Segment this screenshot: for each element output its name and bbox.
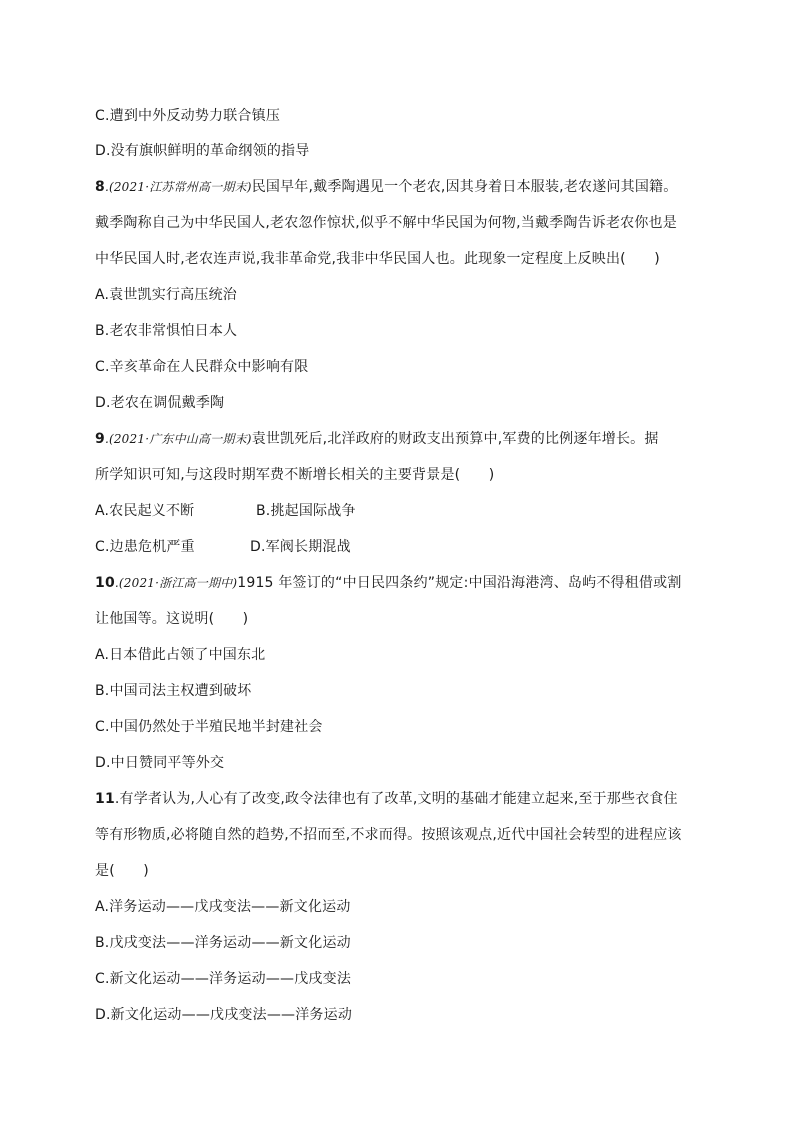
option-d-q9: D.军阀长期混战 (250, 539, 351, 555)
question-text: .有学者认为,人心有了改变,政令法律也有了改革,文明的基础才能建立起来,至于那些衣食住 (114, 791, 678, 807)
option-d-q10: D.中日赞同平等外交 (95, 755, 225, 771)
question-text: 1915 年签订的“中日民四条约”规定:中国沿海港湾、岛屿不得租借或割 (237, 575, 682, 591)
option-a-q10: A.日本借此占领了中国东北 (95, 647, 266, 663)
question-source: .(2021·江苏常州高一期末) (104, 180, 252, 194)
question-source: .(2021·广东中山高一期末) (104, 432, 252, 446)
question-10-stem-line1 (95, 573, 682, 593)
options-ab-q9 (95, 501, 356, 521)
option-c-q10: C.中国仍然处于半殖民地半封建社会 (95, 719, 323, 735)
option-a-q8: A.袁世凯实行高压统治 (95, 287, 237, 303)
question-11-stem-line3: 是( ) (95, 863, 149, 879)
question-8-stem-line2: 戴季陶称自己为中华民国人,老农忽作惊状,似乎不解中华民国为何物,当戴季陶告诉老农你也是 (95, 215, 677, 231)
question-11-stem-line2: 等有形物质,必将随自然的趋势,不招而至,不求而得。按照该观点,近代中国社会转型的进程应该 (95, 827, 682, 843)
question-number: 10 (95, 575, 115, 591)
option-a-q11: A.洋务运动——戊戌变法——新文化运动 (95, 899, 351, 915)
option-c-q8: C.辛亥革命在人民群众中影响有限 (95, 359, 309, 375)
option-d-q7: D.没有旗帜鲜明的革命纲领的指导 (95, 143, 310, 159)
option-c-q11: C.新文化运动——洋务运动——戊戌变法 (95, 971, 352, 987)
question-11-stem-line1 (95, 789, 678, 809)
option-d-q11: D.新文化运动——戊戌变法——洋务运动 (95, 1007, 353, 1023)
question-source: .(2021·浙江高一期中) (114, 576, 238, 590)
option-b-q11: B.戊戌变法——洋务运动——新文化运动 (95, 935, 351, 951)
question-9-stem-line1 (95, 429, 659, 449)
question-8-stem-line1 (95, 177, 677, 197)
question-number: 11 (95, 791, 115, 807)
option-a-q9: A.农民起义不断 (95, 503, 195, 519)
question-10-stem-line2: 让他国等。这说明( ) (95, 611, 249, 627)
question-text: 民国早年,戴季陶遇见一个老农,因其身着日本服装,老农遂问其国籍。 (251, 179, 678, 195)
question-number: 9 (95, 431, 105, 447)
option-d-q8: D.老农在调侃戴季陶 (95, 395, 225, 411)
option-b-q9: B.挑起国际战争 (256, 503, 356, 519)
question-8-stem-line3: 中华民国人时,老农连声说,我非革命党,我非中华民国人也。此现象一定程度上反映出( ) (95, 251, 660, 267)
question-9-stem-line2: 所学知识可知,与这段时期军费不断增长相关的主要背景是( ) (95, 467, 495, 483)
question-number: 8 (95, 179, 105, 195)
option-c-q9: C.边患危机严重 (95, 539, 195, 555)
question-text: 袁世凯死后,北洋政府的财政支出预算中,军费的比例逐年增长。据 (251, 431, 659, 447)
option-b-q10: B.中国司法主权遭到破坏 (95, 683, 252, 699)
options-cd-q9 (95, 537, 351, 557)
option-b-q8: B.老农非常惧怕日本人 (95, 323, 238, 339)
option-c-q7: C.遭到中外反动势力联合镇压 (95, 108, 281, 124)
